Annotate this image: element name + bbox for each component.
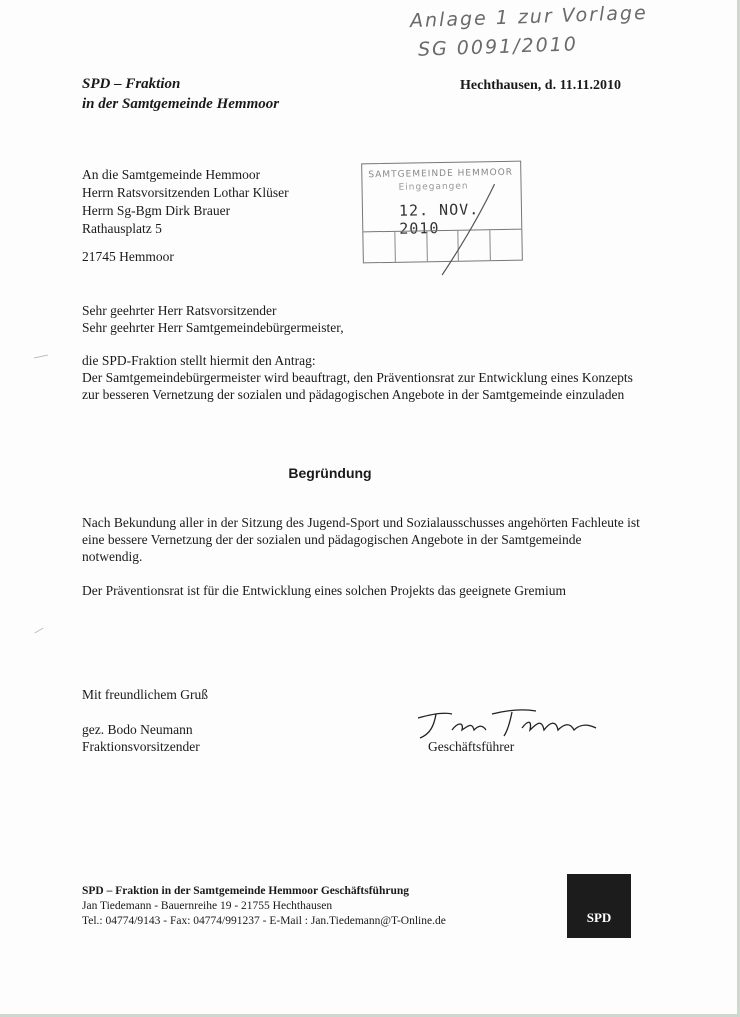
closing-greeting: Mit freundlichem Gruß [82, 687, 208, 702]
signer-block [82, 721, 200, 755]
salutation-line2: Sehr geehrter Herr Samtgemeindebürgermeister, [82, 320, 344, 335]
stamp-received-label: Eingegangen [398, 181, 469, 193]
recipient-line3: Herrn Sg-Bgm Dirk Brauer [82, 203, 231, 218]
motion-block [82, 352, 642, 403]
motion-text: Der Samtgemeindebürgermeister wird beauftragt, den Präventionsrat zur Entwicklung eines Konzepts zur besseren Vernetzung der sozialen und pädagogischen Angebote in der Samtgemeinde einzuladen [82, 370, 633, 402]
received-stamp [361, 161, 523, 264]
stamp-date: 12. NOV. 2010 [398, 200, 480, 238]
spd-logo-text: SPD [586, 910, 612, 925]
place-date: Hechthausen, d. 11.11.2010 [460, 78, 622, 93]
recipient-line4: Rathausplatz 5 [82, 221, 162, 236]
justification-paragraph1: Nach Bekundung aller in der Sitzung des Jugend-Sport und Sozialausschusses angehörten Fachleute ist eine bessere Vernetzung der der sozialen und pädagogischen Angebote in der Samtgemeinde notwendig. [82, 515, 640, 564]
stamp-organization: SAMTGEMEINDE HEMMOOR [368, 167, 514, 181]
recipient-line1: An die Samtgemeinde Hemmoor [82, 167, 261, 182]
second-signer-role: Geschäftsführer [428, 739, 515, 754]
organization-heading [82, 74, 279, 114]
spd-logo [567, 874, 631, 938]
salutation-line1: Sehr geehrter Herr Ratsvorsitzender [82, 303, 277, 318]
scan-mark [34, 355, 48, 359]
organization-line1: SPD – Fraktion [82, 76, 181, 92]
justification-paragraph2: Der Präventionsrat ist für die Entwicklung eines solchen Projekts das geeignete Gremium [82, 583, 567, 598]
footer-line2: Jan Tiedemann - Bauernreihe 19 - 21755 Hechthausen [82, 900, 333, 912]
recipient-address [82, 166, 289, 238]
footer-line1: SPD – Fraktion in der Samtgemeinde Hemmoor Geschäftsführung [82, 885, 409, 897]
recipient-line2: Herrn Ratsvorsitzenden Lothar Klüser [82, 185, 289, 200]
signer-name: gez. Bodo Neumann [82, 722, 193, 737]
justification-heading: Begründung [288, 465, 372, 481]
scan-mark [34, 628, 43, 634]
motion-intro: die SPD-Fraktion stellt hiermit den Antrag: [82, 353, 316, 368]
handwritten-annotation-line1: Anlage 1 zur Vorlage [409, 1, 649, 33]
stamp-pen-stroke [432, 182, 504, 278]
signer-role: Fraktionsvorsitzender [82, 739, 200, 754]
handwritten-annotation-line2: SG 0091/2010 [417, 33, 579, 61]
recipient-zip-city: 21745 Hemmoor [82, 249, 174, 264]
salutation [82, 302, 344, 336]
organization-line2: in der Samtgemeinde Hemmoor [82, 96, 280, 112]
footer-line3: Tel.: 04774/9143 - Fax: 04774/991237 - E-Mail : Jan.Tiedemann@T-Online.de [82, 915, 446, 927]
footer-block [82, 884, 446, 929]
